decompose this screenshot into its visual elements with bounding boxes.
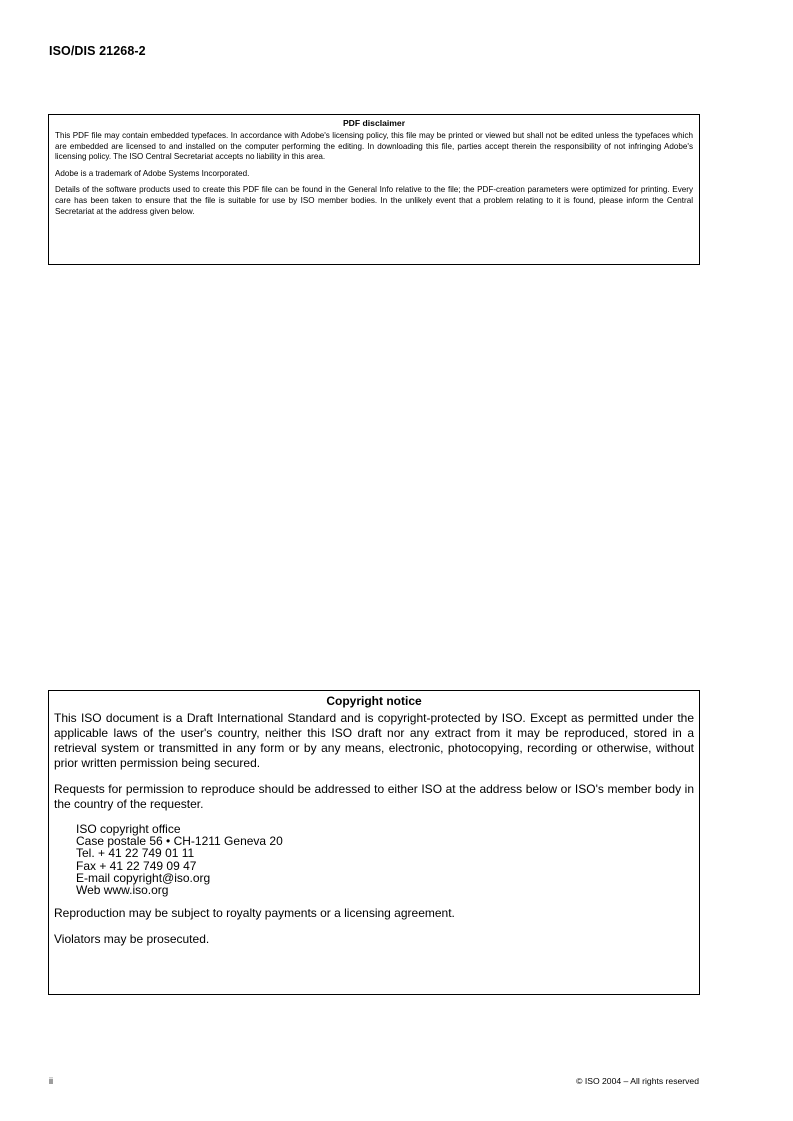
pdf-disclaimer-paragraph-3: Details of the software products used to create this PDF file can be found in the General Info relative to the file; the PDF-creation parameters were optimized for printing. Every care has been taken to ensure that the file is suitable for use by ISO member bodies. In the unlikely event that a problem relating to it is found, please inform the Central Secretariat at the address given below. — [55, 185, 693, 216]
address-line-fax: Fax + 41 22 749 09 47 — [76, 858, 197, 873]
iso-address-block — [76, 823, 694, 896]
pdf-disclaimer-box — [48, 114, 700, 265]
copyright-notice-box — [48, 690, 700, 995]
pdf-disclaimer-paragraph-2: Adobe is a trademark of Adobe Systems Incorporated. — [55, 168, 250, 178]
address-line-email[interactable]: E-mail copyright@iso.org — [76, 870, 211, 885]
pdf-disclaimer-title: PDF disclaimer — [342, 118, 406, 128]
address-line-web[interactable]: Web www.iso.org — [76, 883, 169, 898]
royalty-notice: Reproduction may be subject to royalty payments or a licensing agreement. — [54, 906, 455, 921]
address-line-postal: Case postale 56 • CH-1211 Geneva 20 — [76, 834, 283, 849]
violators-notice: Violators may be prosecuted. — [54, 932, 210, 947]
document-id: ISO/DIS 21268-2 — [49, 44, 146, 58]
footer-copyright: © ISO 2004 – All rights reserved — [576, 1076, 699, 1086]
page-number: ii — [49, 1076, 53, 1086]
copyright-paragraph-1: This ISO document is a Draft International Standard and is copyright-protected by ISO. Except as permitted under the applicable laws of the user's country, neither this ISO draft nor any extract from it may be reproduced, stored in a retrieval system or transmitted in any form or by any means, electronic, photocopying, recording or otherwise, without prior written permission being secured. — [54, 711, 694, 770]
pdf-disclaimer-paragraph-1: This PDF file may contain embedded typefaces. In accordance with Adobe's licensing policy, this file may be printed or viewed but shall not be edited unless the typefaces which are embedded are licensed to and installed on the computer performing the editing. In downloading this file, parties accept therein the responsibility of not infringing Adobe's licensing policy. The ISO Central Secretariat accepts no liability in this area. — [55, 131, 693, 162]
address-line-office: ISO copyright office — [76, 822, 181, 836]
address-line-tel: Tel. + 41 22 749 01 11 — [76, 846, 195, 861]
copyright-paragraph-2: Requests for permission to reproduce should be addressed to either ISO at the address below or ISO's member body in the country of the requester. — [54, 782, 694, 811]
copyright-notice-title: Copyright notice — [326, 694, 422, 708]
